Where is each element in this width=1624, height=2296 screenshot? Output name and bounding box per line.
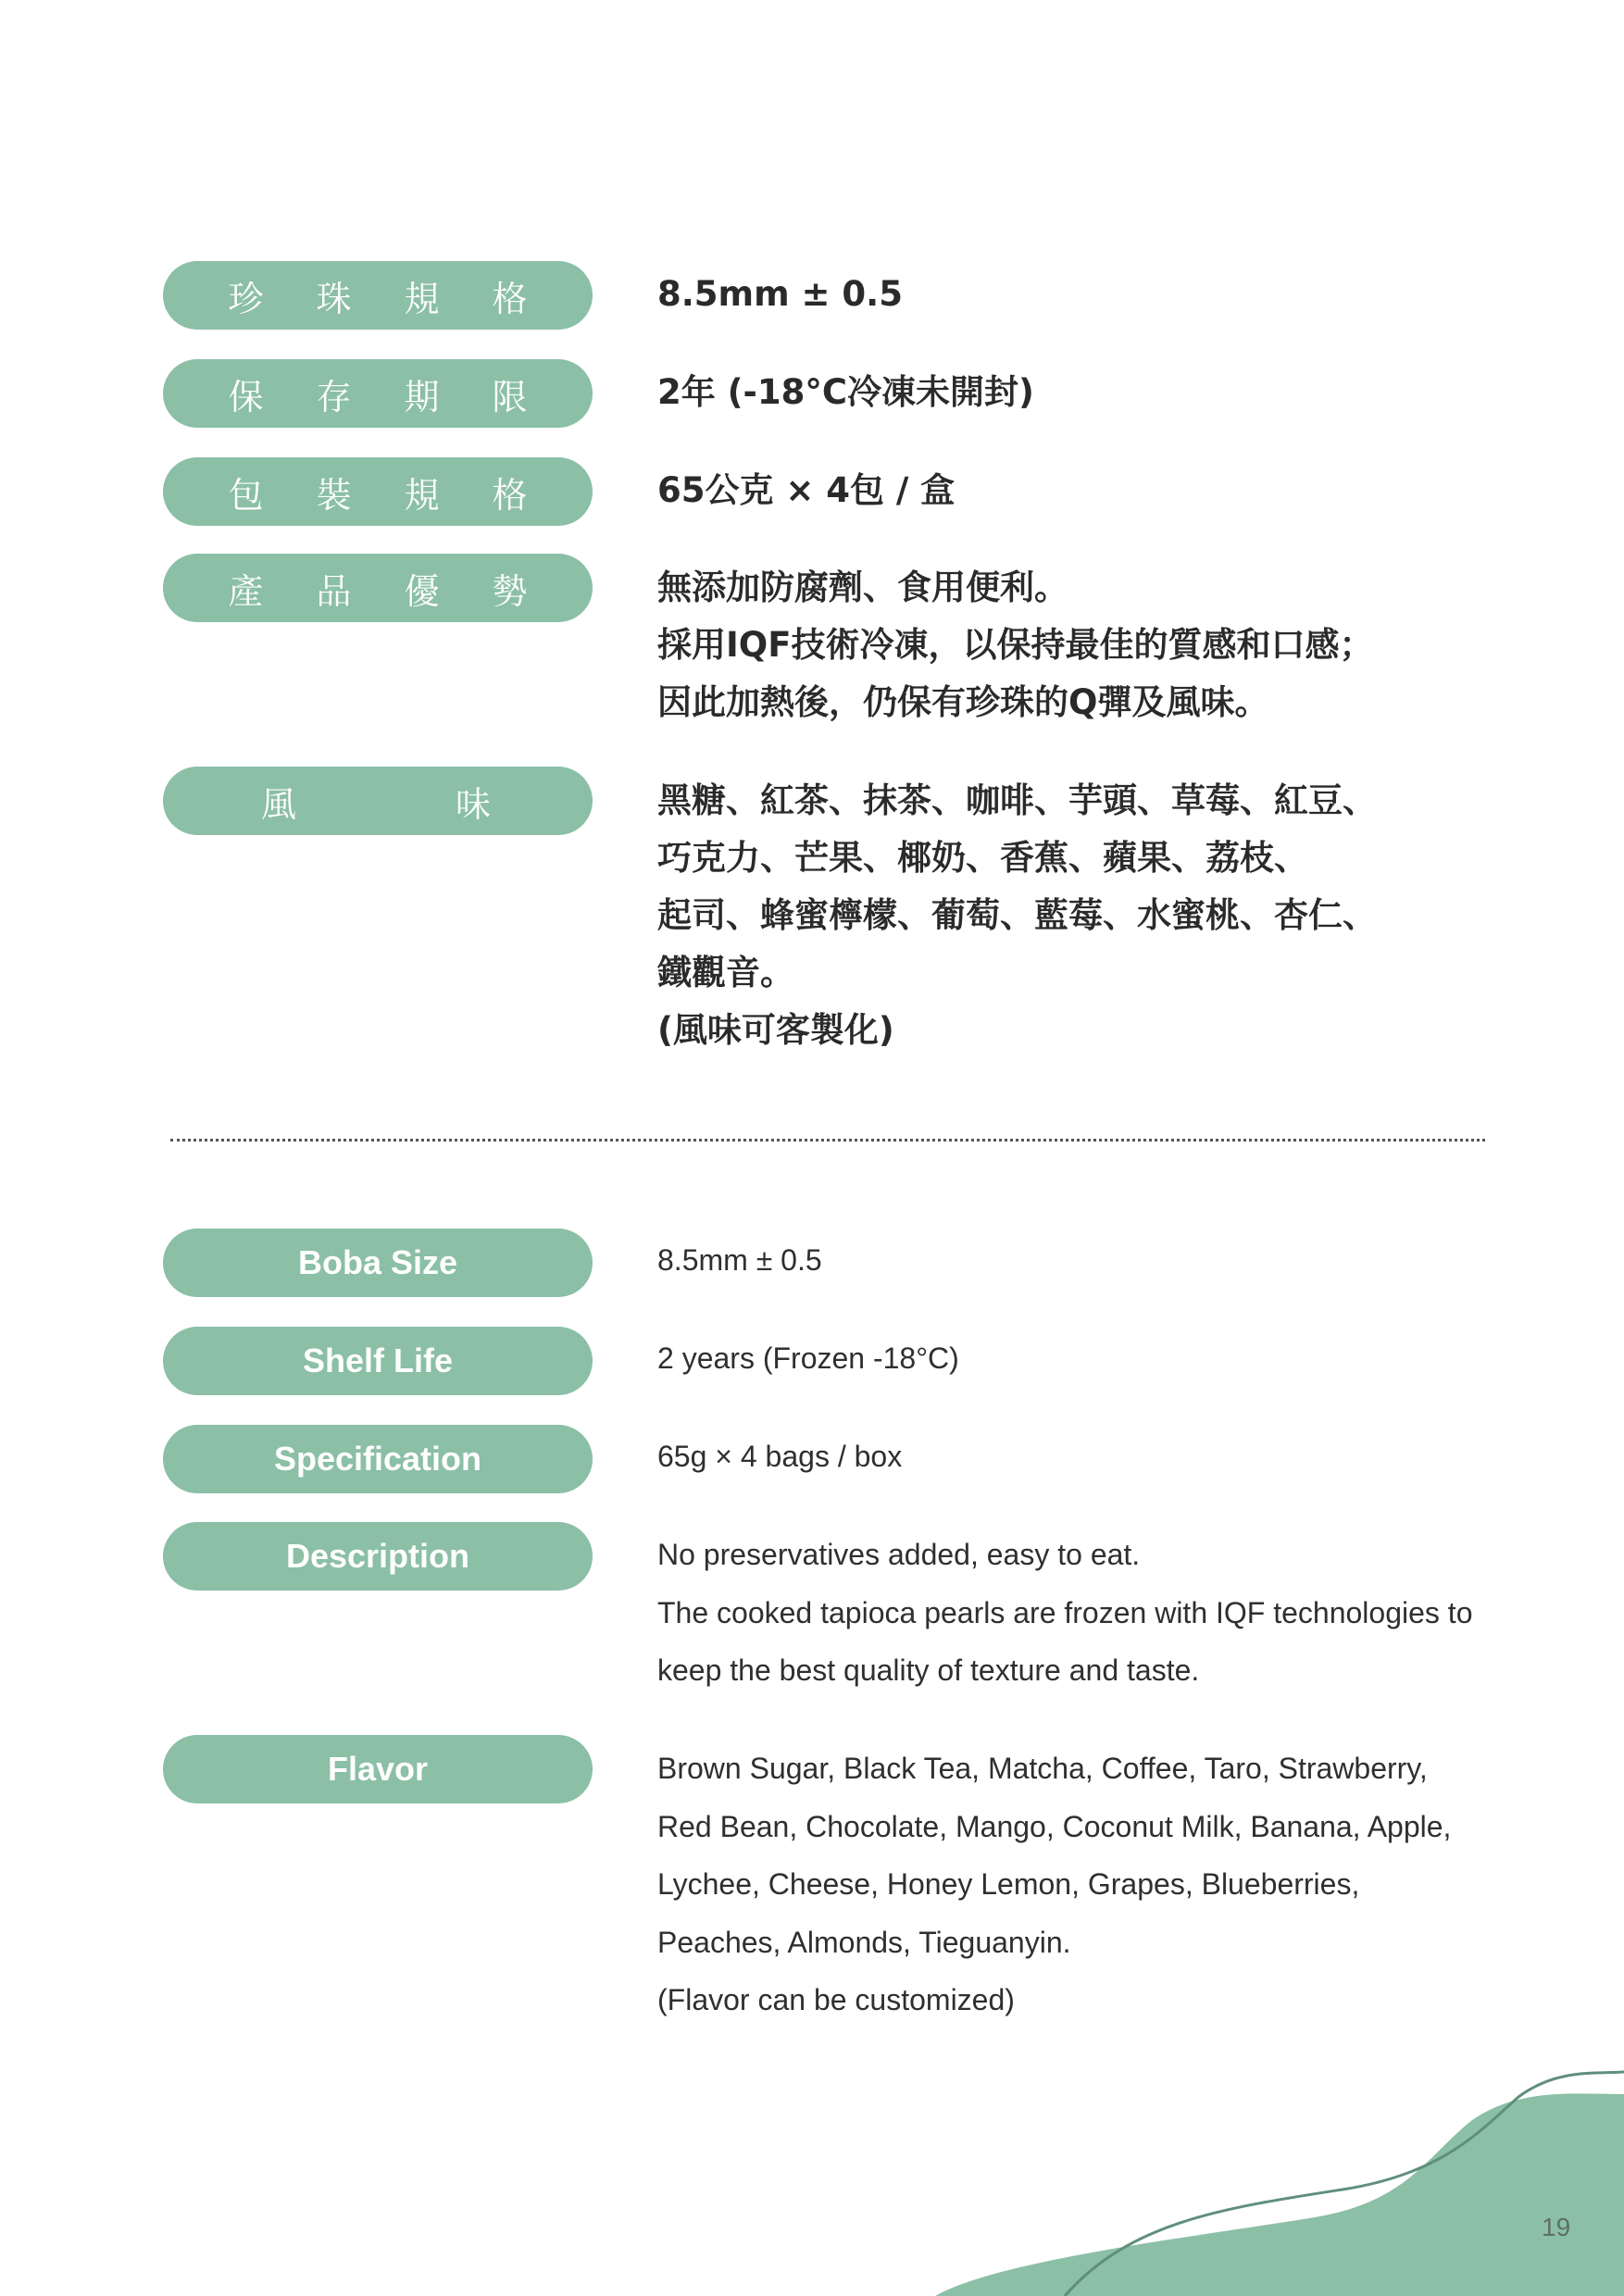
flavor-line: Red Bean, Chocolate, Mango, Coconut Milk, Banana, Apple, xyxy=(657,1809,1452,1843)
value-boba-size: 8.5mm ± 0.5 xyxy=(657,1243,822,1277)
label-flavor: Flavor xyxy=(163,1735,593,1803)
label-pearl-size-zh: 珍 珠 規 格 xyxy=(163,261,593,330)
value-package-zh: 65公克 × 4包 / 盒 xyxy=(657,470,956,510)
flavor-line: (Flavor can be customized) xyxy=(657,1983,1015,2016)
value-shelf-life-zh: 2年 (-18°C冷凍未開封) xyxy=(657,372,1034,412)
flavor-line: (風味可客製化) xyxy=(657,1010,894,1050)
flavor-line: Brown Sugar, Black Tea, Matcha, Coffee, Taro, Strawberry, xyxy=(657,1752,1428,1785)
advantage-line: 因此加熱後，仍保有珍珠的Q彈及風味。 xyxy=(657,682,1269,722)
flavor-line: 黑糖、紅茶、抹茶、咖啡、芋頭、草莓、紅豆、 xyxy=(657,780,1377,820)
label-boba-size: Boba Size xyxy=(163,1229,593,1297)
value-pearl-size-zh: 8.5mm ± 0.5 xyxy=(657,274,903,314)
flavor-line: 鐵觀音。 xyxy=(657,953,794,992)
label-shelf-life: Shelf Life xyxy=(163,1327,593,1395)
advantage-line: 無添加防腐劑、食用便利。 xyxy=(657,568,1068,607)
advantage-line: 採用IQF技術冷凍，以保持最佳的質感和口感； xyxy=(657,625,1374,665)
flavor-line: Lychee, Cheese, Honey Lemon, Grapes, Blueberries, xyxy=(657,1867,1360,1901)
wave-fill xyxy=(935,2093,1624,2296)
label-shelf-life-zh: 保 存 期 限 xyxy=(163,359,593,428)
flavor-line: 巧克力、芒果、椰奶、香蕉、蘋果、荔枝、 xyxy=(657,838,1308,878)
description-line: keep the best quality of texture and taste. xyxy=(657,1653,1200,1687)
flavor-line: 起司、蜂蜜檸檬、葡萄、藍莓、水蜜桃、杏仁、 xyxy=(657,895,1377,935)
label-specification: Specification xyxy=(163,1425,593,1493)
label-flavor-zh: 風 味 xyxy=(163,767,593,835)
flavor-line: Peaches, Almonds, Tieguanyin. xyxy=(657,1925,1071,1959)
label-advantage-zh: 產 品 優 勢 xyxy=(163,554,593,622)
page-number: 19 xyxy=(1542,2213,1571,2241)
description-line: No preservatives added, easy to eat. xyxy=(657,1538,1141,1571)
value-specification: 65g × 4 bags / box xyxy=(657,1440,903,1473)
label-description: Description xyxy=(163,1522,593,1591)
label-package-zh: 包 裝 規 格 xyxy=(163,457,593,526)
description-line: The cooked tapioca pearls are frozen with IQF technologies to xyxy=(657,1595,1473,1629)
value-shelf-life: 2 years (Frozen -18°C) xyxy=(657,1341,959,1375)
